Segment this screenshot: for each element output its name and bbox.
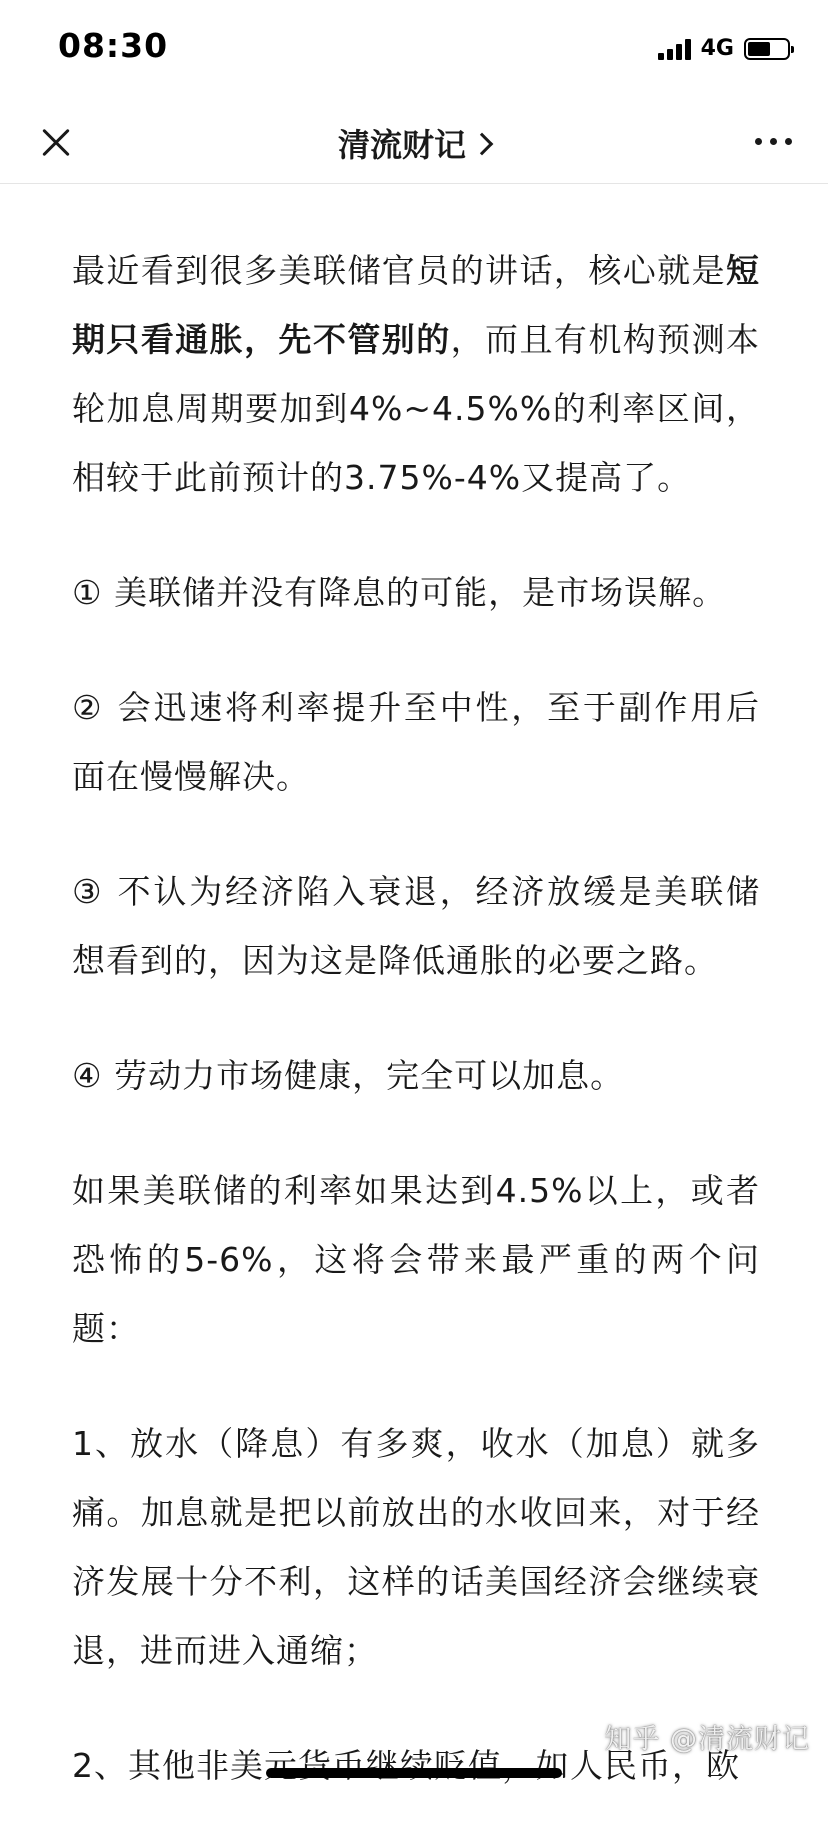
status-indicators bbox=[658, 36, 790, 61]
battery-icon bbox=[744, 38, 790, 60]
paragraph-point-2: ② 会迅速将利率提升至中性，至于副作用后面在慢慢解决。 bbox=[72, 673, 760, 811]
paragraph-problem-2: 2、其他非美元货币继续贬值，如人民币，欧 bbox=[72, 1731, 760, 1800]
status-time: 08:30 bbox=[58, 26, 168, 65]
paragraph-intro bbox=[72, 236, 760, 512]
account-title-link[interactable] bbox=[0, 120, 828, 166]
paragraph-point-1: ① 美联储并没有降息的可能，是市场误解。 bbox=[72, 558, 760, 627]
paragraph-consequence: 如果美联储的利率如果达到4.5%以上，或者恐怖的5-6%，这将会带来最严重的两个问题： bbox=[72, 1156, 760, 1363]
network-type-label: 4G bbox=[701, 36, 734, 61]
status-bar bbox=[0, 0, 828, 100]
more-options-icon[interactable] bbox=[755, 138, 792, 145]
signal-strength-icon bbox=[658, 38, 691, 60]
paragraph-problem-1: 1、放水（降息）有多爽，收水（加息）就多痛。加息就是把以前放出的水收回来，对于经济发展十分不利，这样的话美国经济会继续衰退，进而进入通缩； bbox=[72, 1409, 760, 1685]
intro-bold-text: 短期只看通胀，先不管别的 bbox=[72, 251, 760, 359]
paragraph-point-4: ④ 劳动力市场健康，完全可以加息。 bbox=[72, 1041, 760, 1110]
intro-text-end: ，而且有机构预测本轮加息周期要加到4%~4.5%%的利率区间，相较于此前预计的3.75%-4%又提高了。 bbox=[72, 320, 760, 497]
account-title: 清流财记 bbox=[338, 126, 466, 164]
intro-text-start: 最近看到很多美联储官员的讲话，核心就是 bbox=[72, 251, 726, 290]
home-indicator[interactable] bbox=[266, 1768, 562, 1778]
watermark: 知乎 @清流财记 bbox=[604, 1717, 810, 1756]
chevron-right-icon bbox=[471, 133, 494, 156]
paragraph-point-3: ③ 不认为经济陷入衰退，经济放缓是美联储想看到的，因为这是降低通胀的必要之路。 bbox=[72, 857, 760, 995]
navigation-bar bbox=[0, 100, 828, 184]
article-body bbox=[72, 236, 760, 1846]
